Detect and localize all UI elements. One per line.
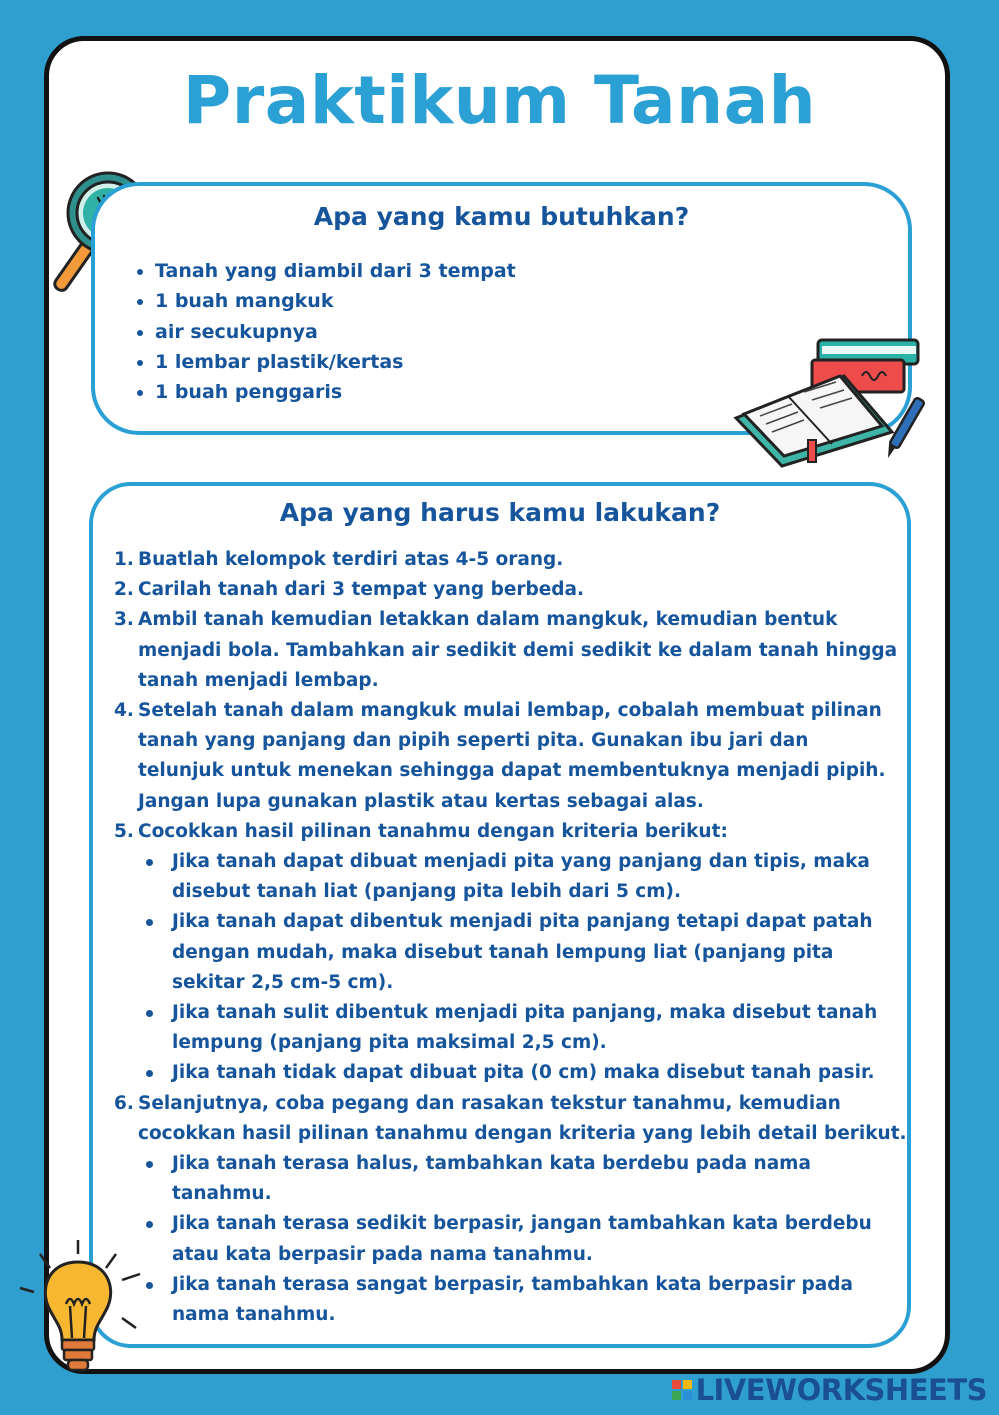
criteria-item: Jika tanah dapat dibentuk menjadi pita panjang tetapi dapat patah dengan mudah, maka disebut tanah lempung liat (panjang pita sekitar 2,5 cm-5 cm). bbox=[172, 907, 914, 998]
liveworksheets-watermark bbox=[672, 1373, 987, 1407]
criteria-item: Jika tanah terasa sangat berpasir, tambahkan kata berpasir pada nama tanahmu. bbox=[172, 1270, 914, 1330]
step-text: Setelah tanah dalam mangkuk mulai lembap, cobalah membuat pilinan tanah yang panjang dan pipih seperti pita. Gunakan ibu jari dan telunjuk untuk menekan sehingga dapat membentuknya menjadi pipih. Jangan lupa gunakan plastik atau kertas sebagai alas. bbox=[138, 700, 886, 812]
criteria-list bbox=[114, 847, 914, 1089]
step-text: Carilah tanah dari 3 tempat yang berbeda. bbox=[138, 579, 585, 601]
criteria-item: Jika tanah terasa halus, tambahkan kata berdebu pada nama tanahmu. bbox=[172, 1149, 914, 1209]
list-item: • air secukupnya bbox=[155, 317, 516, 347]
list-item: • 1 buah mangkuk bbox=[155, 286, 516, 316]
list-item: • Tanah yang diambil dari 3 tempat bbox=[155, 256, 516, 286]
logo-block-e bbox=[683, 1391, 692, 1400]
needs-heading: Apa yang kamu butuhkan? bbox=[313, 202, 690, 231]
steps-list bbox=[114, 545, 914, 1330]
logo-block-i bbox=[683, 1380, 692, 1389]
watermark-text: LIVEWORKSHEETS bbox=[695, 1373, 987, 1407]
step-item bbox=[114, 605, 914, 696]
step-number: 5. bbox=[114, 820, 134, 842]
books-icon bbox=[732, 336, 937, 472]
needs-list bbox=[131, 256, 516, 407]
step-text: Cocokkan hasil pilinan tanahmu dengan kriteria berikut: bbox=[138, 820, 728, 842]
step-item bbox=[114, 545, 914, 575]
step-number: 2. bbox=[114, 579, 134, 601]
step-number: 4. bbox=[114, 700, 134, 722]
step-number: 3. bbox=[114, 609, 134, 631]
lightbulb-icon bbox=[18, 1238, 148, 1383]
logo-block-l bbox=[672, 1380, 681, 1389]
step-item bbox=[114, 696, 914, 817]
step-item bbox=[114, 1089, 914, 1149]
step-item bbox=[114, 817, 914, 847]
liveworksheets-logo-icon bbox=[672, 1380, 692, 1400]
step-item bbox=[114, 575, 914, 605]
criteria-item: Jika tanah tidak dapat dibuat pita (0 cm) maka disebut tanah pasir. bbox=[172, 1058, 914, 1088]
step-text: Buatlah kelompok terdiri atas 4-5 orang. bbox=[138, 549, 564, 570]
texture-criteria-list bbox=[114, 1149, 914, 1330]
list-item: • 1 buah penggaris bbox=[155, 377, 516, 407]
page-title: Praktikum Tanah bbox=[182, 62, 817, 139]
criteria-item: Jika tanah terasa sedikit berpasir, jangan tambahkan kata berdebu atau kata berpasir pada nama tanahmu. bbox=[172, 1209, 914, 1269]
step-number: 1. bbox=[114, 549, 134, 570]
steps-heading: Apa yang harus kamu lakukan? bbox=[279, 498, 721, 527]
criteria-item: Jika tanah dapat dibuat menjadi pita yang panjang dan tipis, maka disebut tanah liat (panjang pita lebih dari 5 cm). bbox=[172, 847, 914, 907]
logo-block-v bbox=[672, 1391, 681, 1400]
step-number: 6. bbox=[114, 1092, 134, 1114]
criteria-item: Jika tanah sulit dibentuk menjadi pita panjang, maka disebut tanah lempung (panjang pita maksimal 2,5 cm). bbox=[172, 998, 914, 1058]
step-text: Ambil tanah kemudian letakkan dalam mangkuk, kemudian bentuk menjadi bola. Tambahkan air sedikit demi sedikit ke dalam tanah hingga tanah menjadi lembap. bbox=[138, 609, 898, 691]
list-item: • 1 lembar plastik/kertas bbox=[155, 347, 516, 377]
step-text: Selanjutnya, coba pegang dan rasakan tekstur tanahmu, kemudian cocokkan hasil pilinan tanahmu dengan kriteria yang lebih detail berikut. bbox=[138, 1092, 907, 1144]
